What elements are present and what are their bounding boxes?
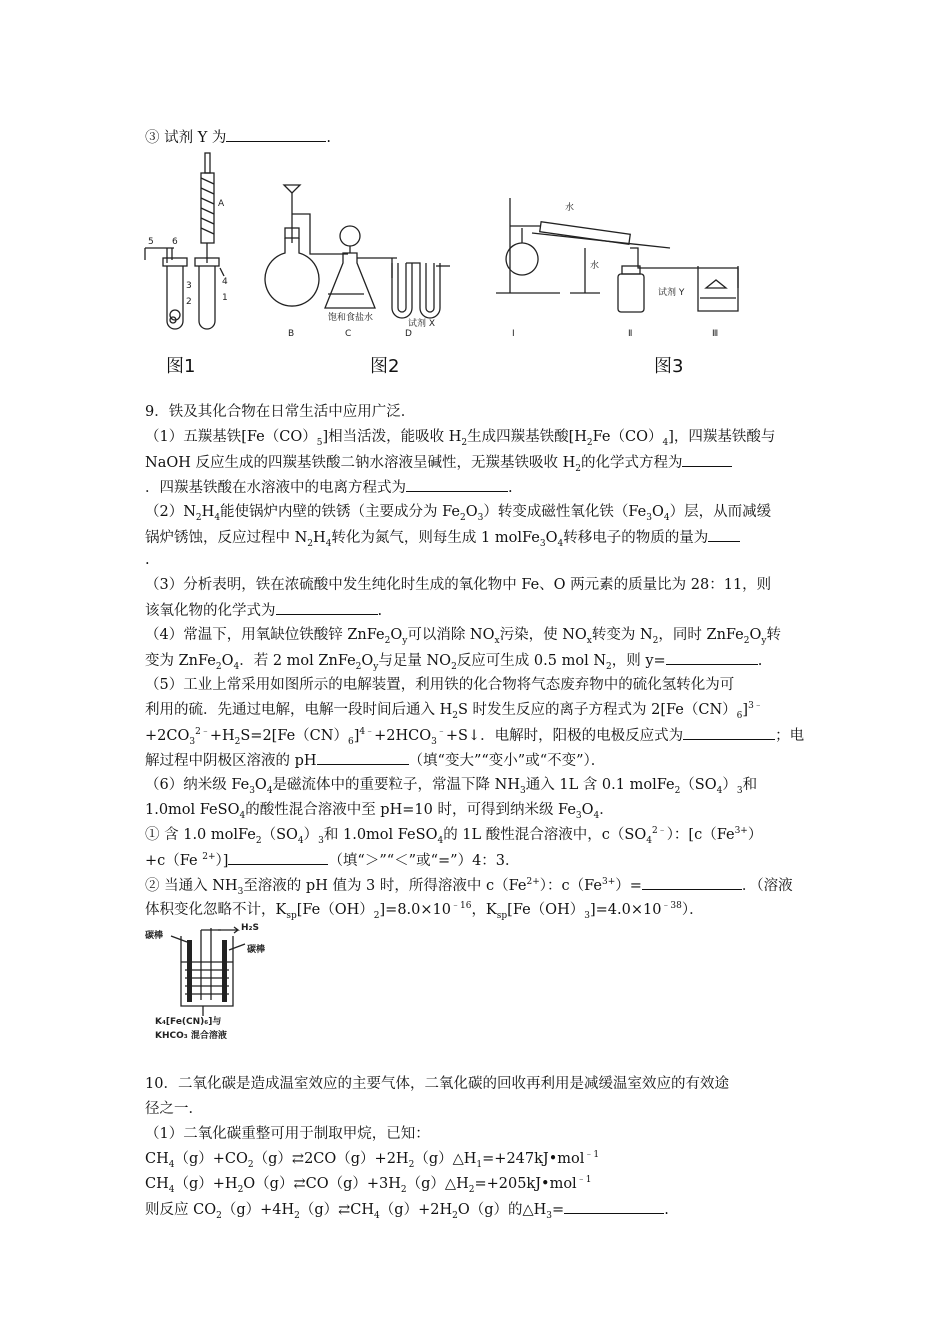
fig1-mark: 5 bbox=[148, 237, 154, 247]
apparatus-figure bbox=[140, 148, 760, 348]
answer-blank[interactable] bbox=[708, 527, 740, 542]
fig3-mark: 水 bbox=[590, 261, 600, 271]
q10-line3: （1）二氧化碳重整可用于制取甲烷，已知： bbox=[145, 1126, 430, 1142]
answer-blank[interactable] bbox=[226, 127, 326, 142]
fig3-mark: 水 bbox=[565, 203, 575, 213]
q9-p4-line1: （4）常温下，用氧缺位铁酸锌 $ZnFe_2O_y$可以消除 $NO_x$污染，使 $NO_x$转变为 $N_2$，同时 $ZnFe_2O_y$转 bbox=[145, 627, 781, 646]
answer-blank[interactable] bbox=[564, 1199, 664, 1214]
fig2-label: 图2 bbox=[370, 356, 400, 377]
q8-reagent-y-line: ③ 试剂 Y 为 . bbox=[145, 127, 331, 148]
q9-p2-line2: 锅炉锈蚀，反应过程中 $N_2H_4$转化为氮气，则每生成 1 $molFe_3O_4$转移电子的物质的量为 bbox=[145, 527, 740, 548]
fig2-mark: 饱和食盐水 bbox=[328, 313, 374, 323]
fig1-mark: 2 bbox=[186, 297, 192, 307]
fig3-mark: 试剂 Y bbox=[658, 288, 685, 298]
fig1-mark: 1 bbox=[222, 293, 228, 303]
carbon-rod-left bbox=[187, 940, 192, 1002]
cell-label: 碳棒 bbox=[247, 945, 266, 955]
q10-equation-2: $CH_4(g)+H_2O(g)⇄CO(g)+3H_2(g)\triangle H_2=+205kJ•mol^{﹣1}$ bbox=[145, 1175, 592, 1195]
q9-title: 9．铁及其化合物在日常生活中应用广泛． bbox=[145, 404, 416, 420]
cell-label: K₄[Fe(CN)₆]与 bbox=[155, 1017, 222, 1027]
fig2-mark: 试剂 X bbox=[408, 319, 436, 329]
fig3-mark: Ⅲ bbox=[712, 329, 719, 339]
fig3-label: 图3 bbox=[654, 356, 684, 377]
q9-p3-line2: 该氧化物的化学式为 . bbox=[145, 600, 382, 621]
q10-equation-1: $CH_4(g)+CO_2(g)⇄2CO(g)+2H_2(g)\triangle H_1=+247kJ•mol^{﹣1}$ bbox=[145, 1150, 600, 1170]
q10-line1: 10．二氧化碳是造成温室效应的主要气体，二氧化碳的回收再利用是减缓温室效应的有效途 bbox=[145, 1076, 729, 1092]
q9-p6-line2: 1.0mol FeSO$_4$的酸性混合溶液中至 pH=10 时，可得到纳米级 $Fe_3O_4$． bbox=[145, 802, 614, 821]
answer-blank[interactable] bbox=[317, 750, 409, 765]
fig2-mark: D bbox=[405, 329, 412, 339]
q9-p2-line3: . bbox=[145, 552, 150, 568]
cell-label: H₂S bbox=[241, 923, 259, 933]
cell-label: 碳棒 bbox=[145, 931, 164, 941]
q10-equation-3: 则反应 $CO_2(g)+4H_2(g)⇄CH_4(g)+2H_2O(g)$的$\triangle H_3=$ . bbox=[145, 1199, 669, 1220]
fig1-mark: 6 bbox=[172, 237, 178, 247]
q9-p6-sub1-line2: +c（Fe $^{2+}$）] （填“＞”“＜”或“=”）4：3． bbox=[145, 850, 520, 871]
fig1-mark: 4 bbox=[222, 277, 228, 287]
fig1-mark: 3 bbox=[186, 281, 192, 291]
answer-blank[interactable] bbox=[406, 477, 508, 492]
fig2-mark: C bbox=[345, 329, 352, 339]
carbon-rod-right bbox=[222, 940, 227, 1002]
answer-blank[interactable] bbox=[683, 725, 775, 740]
q9-p6-sub2-line2: 体积变化忽略不计，$K_{sp}[Fe(OH)_2]=8.0\times 10^{﹣16}$，$K_{sp}[Fe(OH)_3]=4.0\times 10^{﹣38}$）． bbox=[145, 901, 704, 921]
answer-blank[interactable] bbox=[682, 452, 732, 467]
q9-p1-line2: NaOH 反应生成的四羰基铁酸二钠水溶液呈碱性，无羰基铁吸收 $H_2$的化学式方程为 bbox=[145, 452, 732, 473]
answer-blank[interactable] bbox=[642, 875, 742, 890]
q9-p4-line2: 变为 $ZnFe_2O_4$．若 2 mol $ZnFe_2O_y$与足量 $NO_2$反应可生成 0.5 mol $N_2$，则 y= . bbox=[145, 650, 762, 671]
fig3-mark: Ⅱ bbox=[628, 329, 633, 339]
q9-p5-line4: 解过程中阴极区溶液的 pH （填“变大”“变小”或“不变”）． bbox=[145, 750, 605, 771]
cell-label: KHCO₃ 混合溶液 bbox=[155, 1031, 227, 1041]
q9-p1-line3: ．四羰基铁酸在水溶液中的电离方程式为 . bbox=[145, 477, 513, 498]
answer-blank[interactable] bbox=[666, 650, 758, 665]
q9-p5-line2: 利用的硫．先通过电解，电解一段时间后通入 $H_2S$ 时发生反应的离子方程式为 $2[Fe(CN)_6]^{3﹣}$ bbox=[145, 701, 763, 721]
fig3-mark: Ⅰ bbox=[512, 329, 515, 339]
fig1-mark: A bbox=[218, 199, 225, 209]
electrolysis-cell-figure bbox=[143, 922, 283, 1047]
q9-p1-line1: （1）五羰基铁$[Fe(CO)_5]$相当活泼，能吸收 $H_2$生成四羰基铁酸$[H_2Fe(CO)_4]$，四羰基铁酸与 bbox=[145, 429, 776, 448]
answer-blank[interactable] bbox=[228, 850, 328, 865]
q9-p3-line1: （3）分析表明，铁在浓硫酸中发生纯化时生成的氧化物中 Fe、O 两元素的质量比为 28：11，则 bbox=[145, 577, 772, 593]
q9-p5-line1: （5）工业上常采用如图所示的电解装置，利用铁的化合物将气态废弃物中的硫化氢转化为可 bbox=[145, 677, 735, 693]
answer-blank[interactable] bbox=[276, 600, 378, 615]
fig1-label: 图1 bbox=[166, 356, 196, 377]
q9-p5-line3: $+2CO_3^{2﹣}+H_2S=2[Fe(CN)_6]^{4﹣}+2HCO_3^﹣+S↓$．电解时，阳极的电极反应式为 ；电 bbox=[145, 725, 804, 746]
q9-p2-line1: $(2)N_2H_4$能使锅炉内壁的铁锈（主要成分为 $Fe_2O_3$）转变成磁性氧化铁$(Fe_3O_4)$层，从而减缓 bbox=[145, 504, 772, 523]
q9-p6-line1: （6）纳米级 $Fe_3O_4$是磁流体中的重要粒子，常温下降 $NH_3$通入 1L 含 0.1 $molFe_2(SO_4)_3$和 bbox=[145, 777, 758, 796]
q9-p6-sub1-line1: ① 含 1.0 $molFe_2(SO_4)_3$和 1.0mol FeSO$_4$的 1L 酸性混合溶液中，$c(SO_4^{2﹣})$：[$c(Fe^{3+})$ bbox=[145, 826, 763, 846]
fig2-mark: B bbox=[288, 329, 295, 339]
q9-p6-sub2-line1: ② 当通入 $NH_3$至溶液的 pH 值为 3 时，所得溶液中 $c(Fe^{2+})$：$c(Fe^{3+})=$ ．（溶液 bbox=[145, 875, 793, 896]
q10-line2: 径之一． bbox=[145, 1101, 203, 1117]
